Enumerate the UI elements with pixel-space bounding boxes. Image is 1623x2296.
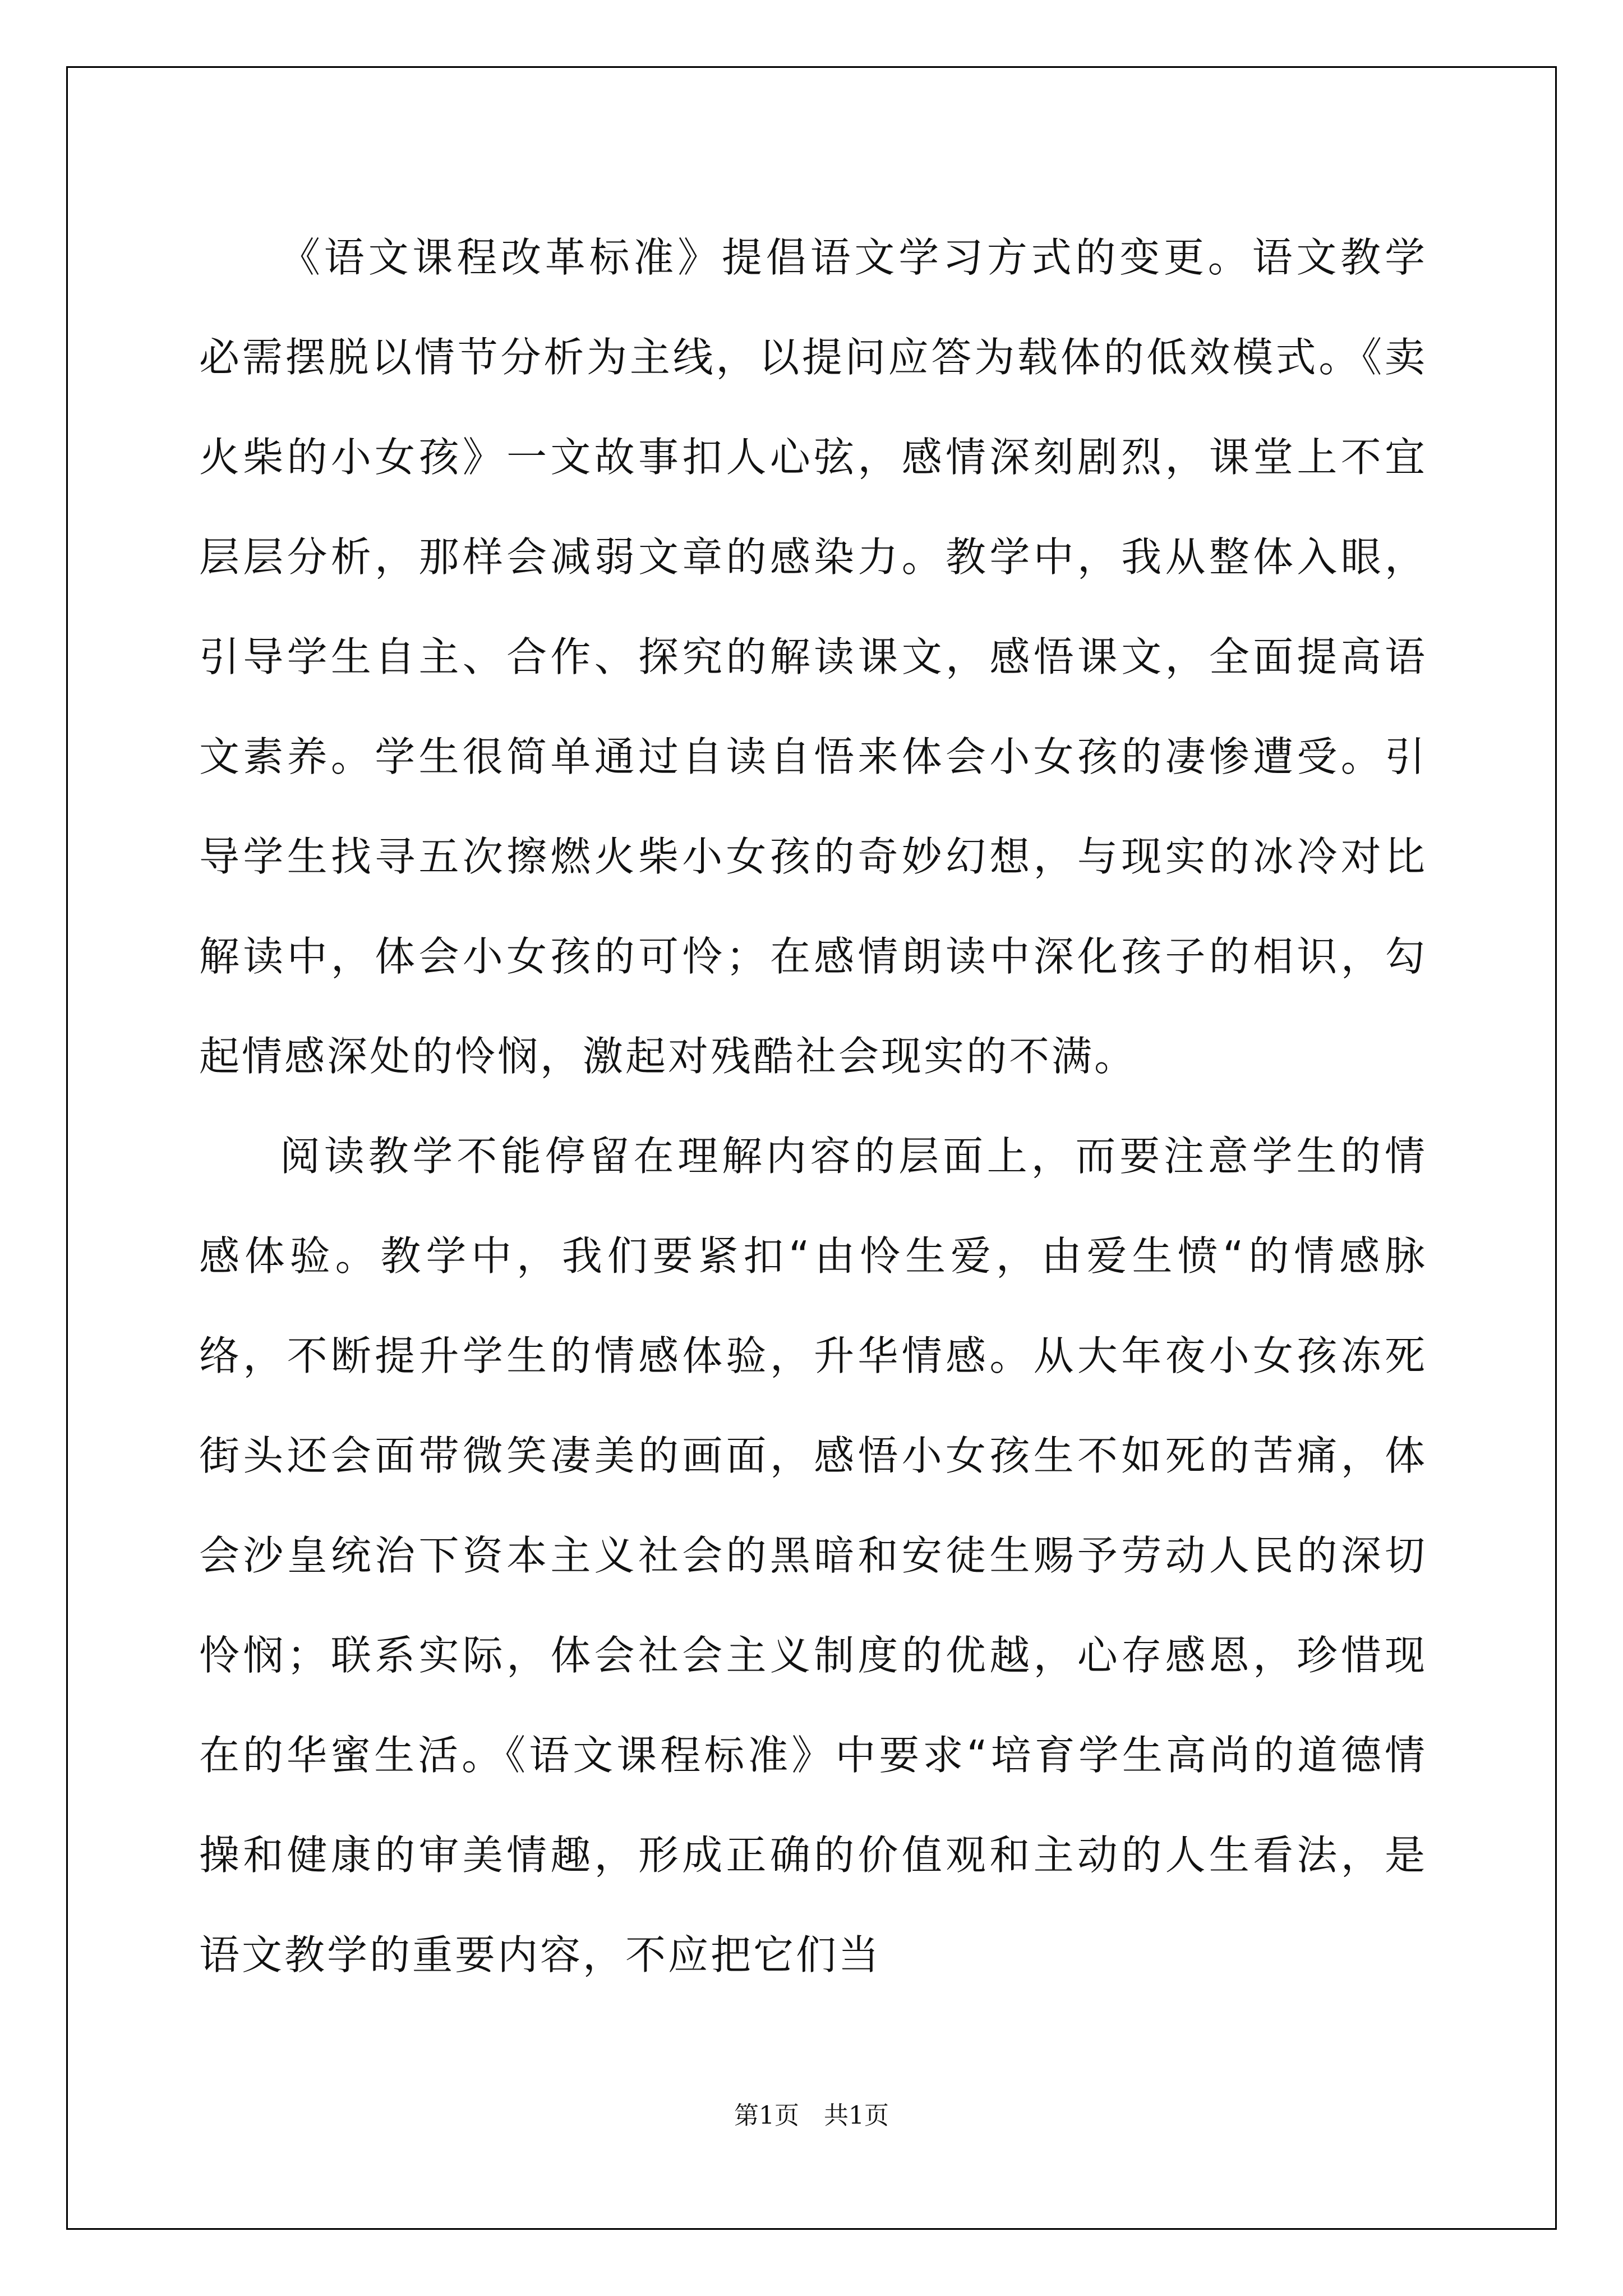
page-footer: 第1页 共1页 — [734, 2101, 889, 2130]
paragraph-2: 阅读教学不能停留在理解内容的层面上，而要注意学生的情感体验。教学中，我们要紧扣“由怜生爱，由爱生愤“的情感脉络，不断提升学生的情感体验，升华情感。从大年夜小女孩冻死街头还会面带微笑凄美的画面，感悟小女孩生不如死的苦痛，体会沙皇统治下资本主义社会的黑暗和安徒生赐予劳动人民的深切怜悯；联系实际，体会社会主义制度的优越，心存感恩，珍惜现在的华蜜生活。《语文课程标准》中要求“培育学生高尚的道德情操和健康的审美情趣，形成正确的价值观和主动的人生看法，是语文教学的重要内容，不应把它们当 — [199, 1133, 1427, 1978]
document-body — [199, 208, 1427, 2005]
paragraph-1: 《语文课程改革标准》提倡语文学习方式的变更。语文教学必需摆脱以情节分析为主线，以提问应答为载体的低效模式。《卖火柴的小女孩》一文故事扣人心弦，感情深刻剧烈，课堂上不宜层层分析，那样会减弱文章的感染力。教学中，我从整体入眼，引导学生自主、合作、探究的解读课文，感悟课文，全面提高语文素养。学生很简单通过自读自悟来体会小女孩的凄惨遭受。引导学生找寻五次擦燃火柴小女孩的奇妙幻想，与现实的冰冷对比解读中，体会小女孩的可怜；在感情朗读中深化孩子的相识，勾起情感深处的怜悯，激起对残酷社会现实的不满。 — [199, 234, 1427, 1080]
